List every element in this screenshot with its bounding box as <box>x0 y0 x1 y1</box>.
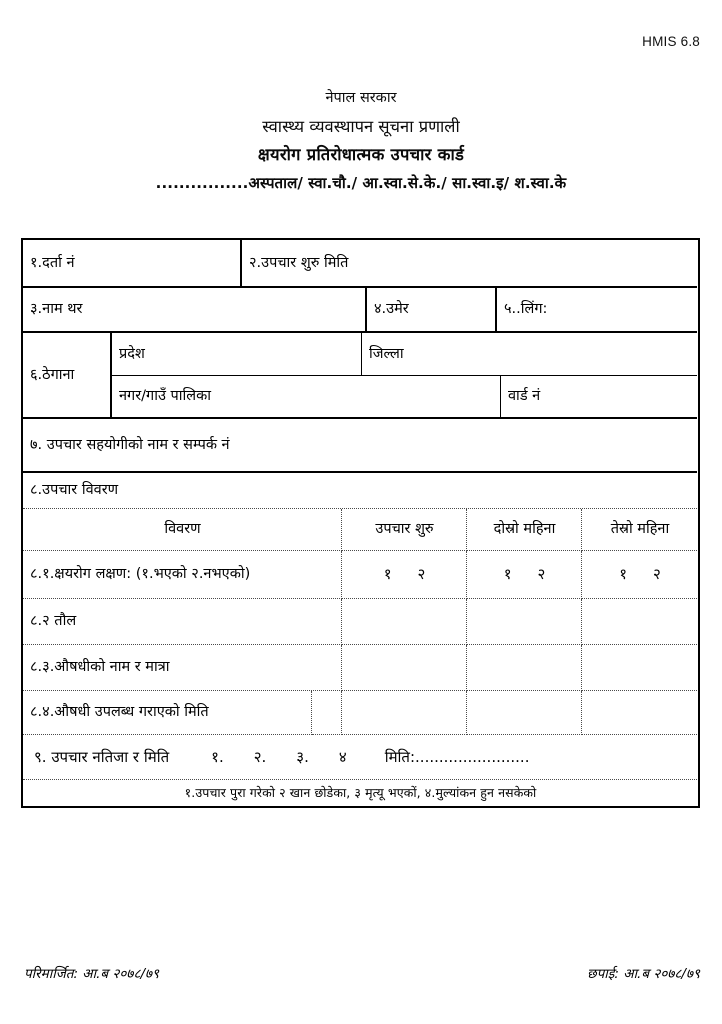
address-label-cell <box>23 333 112 419</box>
row-treatment-result <box>23 735 698 780</box>
column-header-second-month: दोस्रो महिना <box>467 509 582 551</box>
sex-field[interactable] <box>497 288 697 333</box>
municipality-field[interactable] <box>112 376 501 419</box>
row-registration <box>23 240 698 288</box>
hmis-version-label: HMIS 6.8 <box>642 34 700 49</box>
symptoms-month3-cell[interactable] <box>582 551 697 599</box>
registration-number-field[interactable] <box>23 240 242 288</box>
row-label-medicine: ८.३.औषधीको नाम र मात्रा <box>23 645 342 691</box>
treatment-result-label: ९. उपचार नतिजा र मिति <box>34 747 170 766</box>
row-municipality-ward <box>112 376 697 419</box>
treatment-start-date-label: २.उपचार शुरु मिति <box>249 254 349 271</box>
name-label: ३.नाम थर <box>30 301 83 318</box>
treatment-supporter-field[interactable] <box>23 419 697 473</box>
row-treatment-details-heading <box>23 473 698 509</box>
row-label-supply-date: ८.४.औषधी उपलब्ध गराएको मिति <box>23 691 312 735</box>
table-row <box>23 691 698 735</box>
weight-month3-cell[interactable] <box>582 599 697 645</box>
row-name-age-sex <box>23 288 698 333</box>
address-subtable <box>112 333 697 419</box>
option-yes[interactable]: १ <box>619 565 627 584</box>
government-title: नेपाल सरकार <box>325 90 397 106</box>
option-no[interactable]: २ <box>653 565 661 584</box>
row-address <box>23 333 698 419</box>
weight-month2-cell[interactable] <box>467 599 582 645</box>
footnote-cell <box>23 780 697 806</box>
supply-date-month3-cell[interactable] <box>582 691 697 735</box>
province-label: प्रदेश <box>119 345 145 362</box>
option-no[interactable]: २ <box>417 565 426 584</box>
option-group <box>474 565 575 584</box>
treatment-result-field[interactable] <box>23 735 697 780</box>
supply-date-month2-cell[interactable] <box>467 691 582 735</box>
result-option-4[interactable]: ४ <box>338 747 347 766</box>
option-group <box>589 565 691 584</box>
table-row <box>23 551 698 599</box>
medicine-start-cell[interactable] <box>342 645 467 691</box>
option-group <box>349 565 460 584</box>
treatment-result-options <box>211 748 347 767</box>
district-label: जिल्ला <box>369 345 404 362</box>
column-header-treatment-start: उपचार शुरु <box>342 509 467 551</box>
option-yes[interactable]: १ <box>503 565 512 584</box>
symptoms-start-cell[interactable] <box>342 551 467 599</box>
printed-fiscal-year: छपाई: आ.ब २०७८/७९ <box>587 966 700 982</box>
revised-fiscal-year: परिमार्जित: आ.ब २०७८/७९ <box>24 966 160 982</box>
table-row <box>23 599 698 645</box>
result-row-inner <box>30 748 691 767</box>
result-option-3[interactable]: ३. <box>296 747 309 766</box>
table-row <box>23 645 698 691</box>
medicine-month2-cell[interactable] <box>467 645 582 691</box>
registration-number-label: १.दर्ता नं <box>30 254 75 271</box>
ward-label: वार्ड नं <box>508 388 541 405</box>
district-field[interactable] <box>362 333 697 376</box>
ward-field[interactable] <box>501 376 697 419</box>
result-option-1[interactable]: १. <box>211 747 224 766</box>
sex-label: ५..लिंग: <box>504 301 548 318</box>
row-label-weight: ८.२ तौल <box>23 599 342 645</box>
symptoms-month2-cell[interactable] <box>467 551 582 599</box>
municipality-label: नगर/गाउँ पालिका <box>119 388 211 405</box>
form-table <box>21 238 700 808</box>
row-label-symptoms: ८.१.क्षयरोग लक्षण: (१.भएको २.नभएको) <box>23 551 342 599</box>
weight-start-cell[interactable] <box>342 599 467 645</box>
row-treatment-column-headers <box>23 509 698 551</box>
province-field[interactable] <box>112 333 362 376</box>
option-yes[interactable]: १ <box>383 565 392 584</box>
facility-line: ................अस्पताल/ स्वा.चौ./ आ.स्वा.से.के./ सा.स्वा.इ/ श.स्वा.के <box>155 174 567 193</box>
result-option-2[interactable]: २. <box>253 747 267 766</box>
footnote-text: १.उपचार पुरा गरेको २ खान छोडेका, ३ मृत्यू भएकों, ४.मुल्यांकन हुन नसकेको <box>184 785 537 801</box>
treatment-result-date-label: मिति:........................ <box>384 747 530 766</box>
column-header-third-month: तेस्रो महिना <box>582 509 697 551</box>
treatment-details-label: ८.उपचार विवरण <box>30 482 119 499</box>
row-footnote <box>23 780 698 806</box>
supply-date-spacer-cell <box>312 691 342 735</box>
row-province-district <box>112 333 697 376</box>
treatment-details-heading <box>23 473 697 509</box>
system-title: स्वास्थ्य व्यवस्थापन सूचना प्रणाली <box>262 116 460 136</box>
name-field[interactable] <box>23 288 367 333</box>
address-label: ६.ठेगाना <box>30 366 75 383</box>
medicine-month3-cell[interactable] <box>582 645 697 691</box>
document-heading <box>0 88 722 195</box>
treatment-supporter-label: ७. उपचार सहयोगीको नाम र सम्पर्क नं <box>30 436 230 453</box>
treatment-start-date-field[interactable] <box>242 240 697 288</box>
option-no[interactable]: २ <box>537 565 546 584</box>
supply-date-start-cell[interactable] <box>342 691 467 735</box>
page-footer <box>24 964 700 982</box>
card-title: क्षयरोग प्रतिरोधात्मक उपचार कार्ड <box>257 145 465 164</box>
column-header-description: विवरण <box>23 509 342 551</box>
age-label: ४.उमेर <box>374 301 409 318</box>
age-field[interactable] <box>367 288 497 333</box>
row-treatment-supporter <box>23 419 698 473</box>
